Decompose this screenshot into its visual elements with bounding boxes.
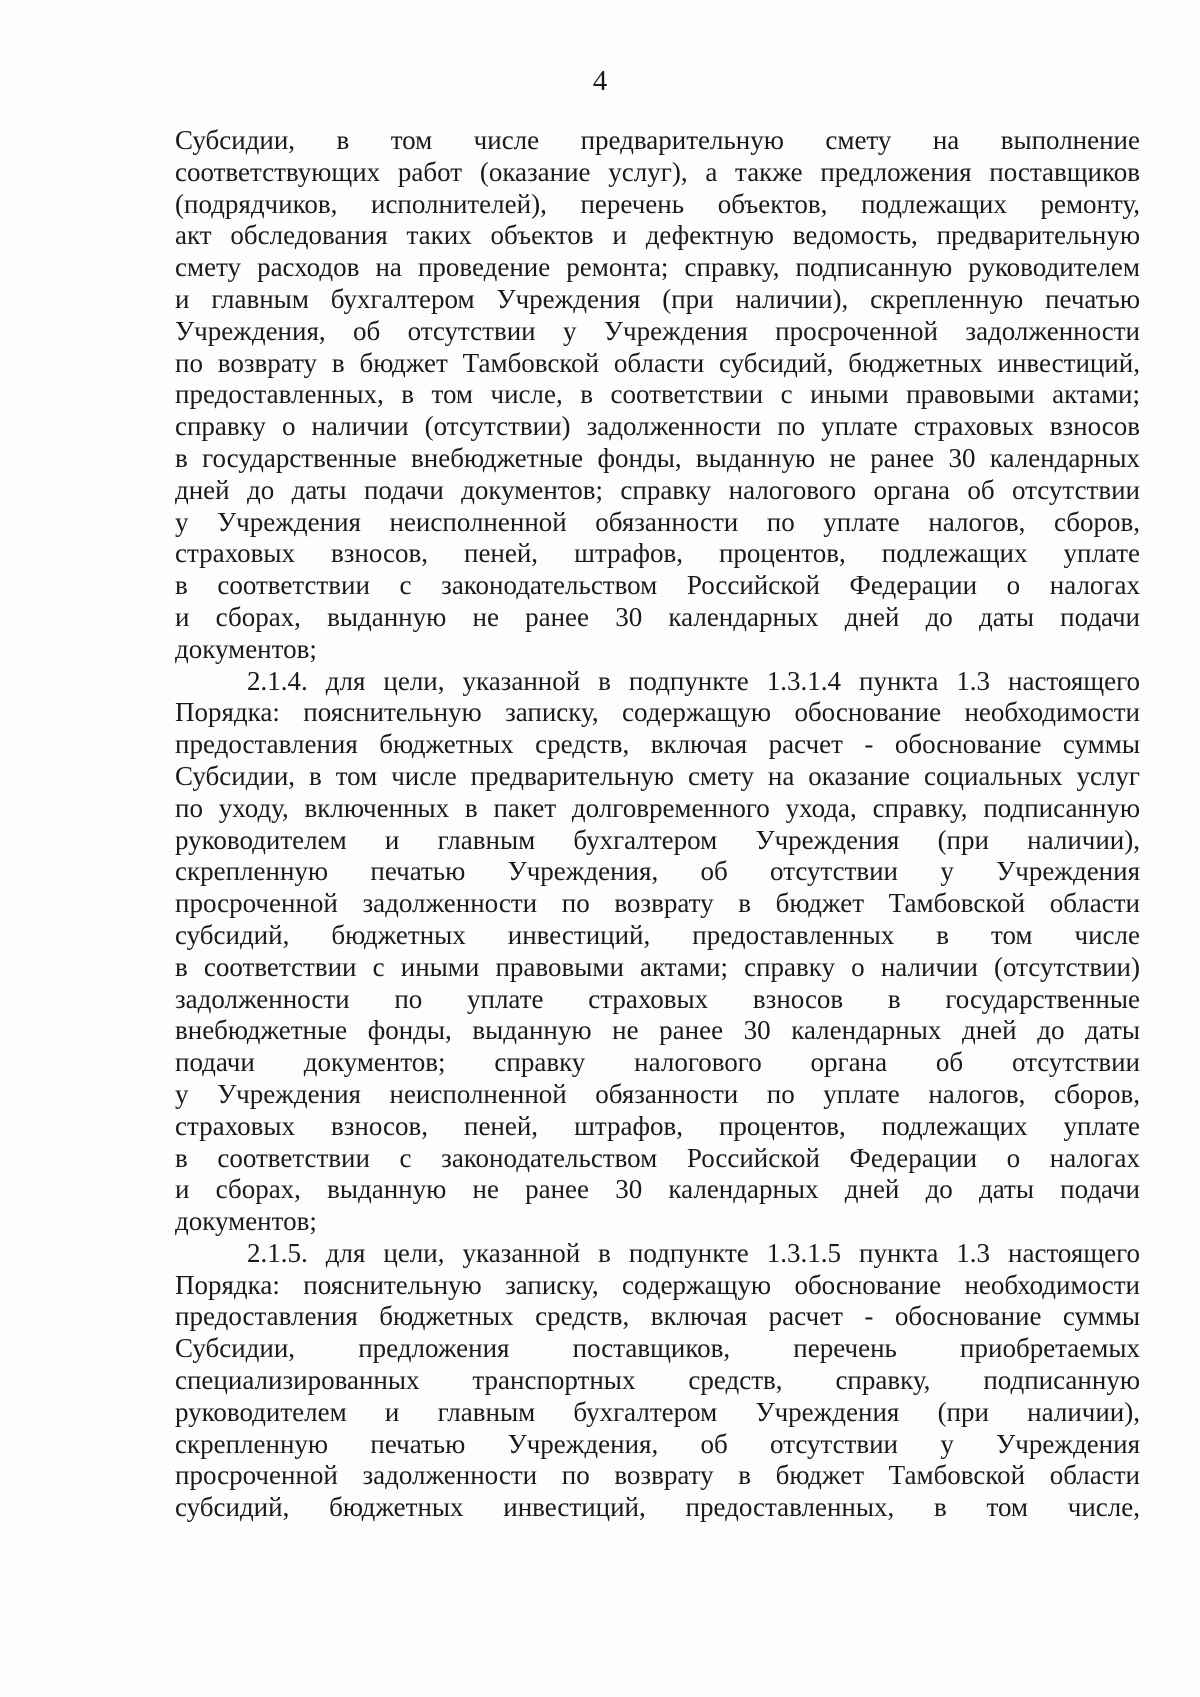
text-line: субсидий, бюджетных инвестиций, предоставленных, в том числе, [175,1492,1140,1523]
text-line: руководителем и главным бухгалтером Учреждения (при наличии), [175,1396,1140,1427]
text-line: внебюджетные фонды, выданную не ранее 30 календарных дней до даты [175,1015,1140,1046]
text-line: по уходу, включенных в пакет долговременного ухода, справку, подписанную [175,792,1140,823]
text-line: и сборах, выданную не ранее 30 календарных дней до даты подачи [175,1174,1140,1205]
text-line: предоставления бюджетных средств, включая расчет - обоснование суммы [175,1301,1140,1332]
text-line: в государственные внебюджетные фонды, выданную не ранее 30 календарных [175,442,1140,473]
text-line: Субсидии, в том числе предварительную смету на оказание социальных услуг [175,760,1140,791]
text-line: 2.1.4. для цели, указанной в подпункте 1.3.1.4 пункта 1.3 настоящего [247,665,1140,696]
text-line: у Учреждения неисполненной обязанности по уплате налогов, сборов, [175,1078,1140,1109]
text-line: скрепленную печатью Учреждения, об отсутствии у Учреждения [175,856,1140,887]
text-line: 2.1.5. для цели, указанной в подпункте 1.3.1.5 пункта 1.3 настоящего [247,1237,1140,1268]
text-line: страховых взносов, пеней, штрафов, процентов, подлежащих уплате [175,538,1140,569]
text-line: Субсидии, предложения поставщиков, перечень приобретаемых [175,1333,1140,1364]
text-line: и сборах, выданную не ранее 30 календарных дней до даты подачи [175,601,1140,632]
text-line: подачи документов; справку налогового органа об отсутствии [175,1047,1140,1078]
text-line: Учреждения, об отсутствии у Учреждения просроченной задолженности [175,315,1140,346]
text-line: просроченной задолженности по возврату в бюджет Тамбовской области [175,888,1140,919]
text-line: документов; [175,633,317,664]
text-line: предоставленных, в том числе, в соответствии с иными правовыми актами; [175,379,1140,410]
text-line: смету расходов на проведение ремонта; справку, подписанную руководителем [175,252,1140,283]
text-line: предоставления бюджетных средств, включая расчет - обоснование суммы [175,729,1140,760]
text-line: по возврату в бюджет Тамбовской области субсидий, бюджетных инвестиций, [175,347,1140,378]
text-line: дней до даты подачи документов; справку налогового органа об отсутствии [175,474,1140,505]
text-line: специализированных транспортных средств, справку, подписанную [175,1365,1140,1396]
text-line: руководителем и главным бухгалтером Учреждения (при наличии), [175,824,1140,855]
text-line: Порядка: пояснительную записку, содержащую обоснование необходимости [175,697,1140,728]
text-line: (подрядчиков, исполнителей), перечень объектов, подлежащих ремонту, [175,188,1140,219]
text-line: просроченной задолженности по возврату в бюджет Тамбовской области [175,1460,1140,1491]
page-number: 4 [592,65,608,97]
document-body [175,125,1140,1524]
text-line: задолженности по уплате страховых взносов в государственные [175,983,1140,1014]
text-line: в соответствии с законодательством Российской Федерации о налогах [175,1142,1140,1173]
text-line: справку о наличии (отсутствии) задолженности по уплате страховых взносов [175,411,1140,442]
text-line: скрепленную печатью Учреждения, об отсутствии у Учреждения [175,1428,1140,1459]
text-line: в соответствии с законодательством Российской Федерации о налогах [175,570,1140,601]
text-line: акт обследования таких объектов и дефектную ведомость, предварительную [175,220,1140,251]
text-line: субсидий, бюджетных инвестиций, предоставленных в том числе [175,919,1140,950]
text-line: Субсидии, в том числе предварительную смету на выполнение [175,125,1140,155]
text-line: страховых взносов, пеней, штрафов, процентов, подлежащих уплате [175,1110,1140,1141]
text-line: документов; [175,1206,317,1237]
text-line: у Учреждения неисполненной обязанности по уплате налогов, сборов, [175,506,1140,537]
text-line: и главным бухгалтером Учреждения (при наличии), скрепленную печатью [175,283,1140,314]
text-line: в соответствии с иными правовыми актами; справку о наличии (отсутствии) [175,951,1140,982]
text-line: Порядка: пояснительную записку, содержащую обоснование необходимости [175,1269,1140,1300]
text-line: соответствующих работ (оказание услуг), а также предложения поставщиков [175,156,1140,187]
